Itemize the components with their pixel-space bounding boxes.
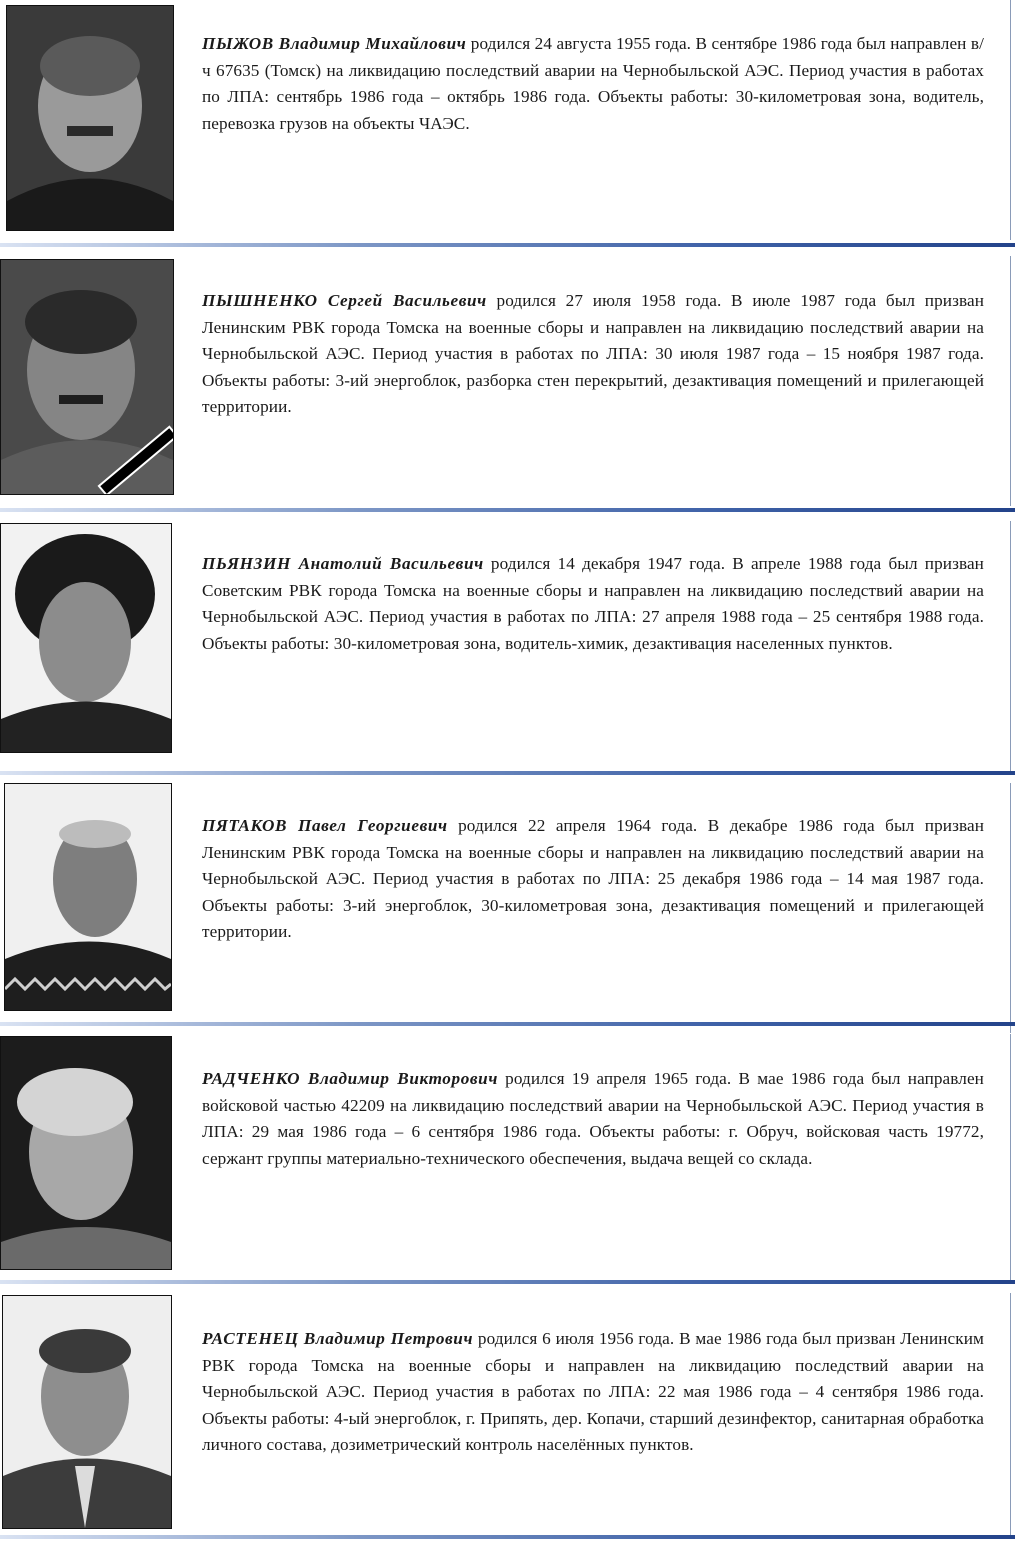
person-name: ПЫШНЕНКО Сергей Васильевич [202,291,487,310]
person-entry [0,521,1015,771]
person-photo [0,259,174,495]
person-photo [2,1295,172,1529]
person-entry [0,1034,1015,1284]
entry-separator [0,1280,1015,1284]
entry-separator [0,243,1015,247]
person-description: родился 6 июля 1956 года. В мае 1986 года был призван Ленинским РВК города Томска на военные сборы и направлен на ликвидацию последствий аварии на Чернобыльской АЭС. Период участия в работах по ЛПА: 22 мая 1986 года – 4 сентября 1986 года. Объекты работы: 4-ый энергоблок, г. Припять, дер. Копачи, старший дезинфектор, санитарная обработка личного состава, дозиметрический контроль населённых пунктов. [202,1329,984,1454]
person-description: родился 22 апреля 1964 года. В декабре 1986 года был призван Ленинским РВК города Томска на военные сборы и направлен на ликвидацию последствий аварии на Чернобыльской АЭС. Период участия в работах по ЛПА: 25 декабря 1986 года – 14 мая 1987 года. Объекты работы: 3-ий энергоблок, 30-километровая зона, дезактивация помещений и прилегающей территории. [202,816,984,941]
person-bio [202,551,984,657]
entry-frame [1010,521,1011,771]
person-name: РАДЧЕНКО Владимир Викторович [202,1069,498,1088]
person-description: родился 24 августа 1955 года. В сентябре 1986 года был направлен в/ч 67635 (Томск) на ликвидацию последствий аварии на Чернобыльской АЭС. Период участия в работах по ЛПА: сентябрь 1986 года – октябрь 1986 года. Объекты работы: 30-километровая зона, водитель, перевозка грузов на объекты ЧАЭС. [202,34,984,133]
person-name: ПЯТАКОВ Павел Георгиевич [202,816,448,835]
entry-frame [1010,1293,1011,1538]
person-entry [0,1293,1015,1538]
person-entry [0,256,1015,506]
person-entry [0,0,1015,240]
entry-separator [0,508,1015,512]
person-bio [202,1326,984,1459]
person-photo [6,5,174,231]
person-entry [0,783,1015,1033]
entry-frame [1010,1034,1011,1284]
person-description: родился 14 декабря 1947 года. В апреле 1988 года был призван Советским РВК города Томска на военные сборы и направлен на ликвидацию последствий аварии на Чернобыльской АЭС. Период участия в работах по ЛПА: 27 апреля 1988 года – 25 сентября 1988 года. Объекты работы: 30-километровая зона, водитель-химик, дезактивация населенных пунктов. [202,554,984,653]
person-name: РАСТЕНЕЦ Владимир Петрович [202,1329,474,1348]
entry-frame [1010,256,1011,506]
person-photo [0,523,172,753]
person-description: родился 27 июля 1958 года. В июле 1987 года был призван Ленинским РВК города Томска на военные сборы и направлен на ликвидацию последствий аварии на Чернобыльской АЭС. Период участия в работах по ЛПА: 30 июля 1987 года – 15 ноября 1987 года. Объекты работы: 3-ий энергоблок, разборка стен перекрытий, дезактивация помещений и прилегающей территории. [202,291,984,416]
person-name: ПЬЯНЗИН Анатолий Васильевич [202,554,484,573]
entry-separator [0,1022,1015,1026]
person-description: родился 19 апреля 1965 года. В мае 1986 года был направлен войсковой частью 42209 на ликвидацию последствий аварии на Чернобыльской АЭС. Период участия в ЛПА: 29 мая 1986 года – 6 сентября 1986 года. Объекты работы: г. Обруч, войсковая часть 19772, сержант группы материально-технического обеспечения, выдача вещей со склада. [202,1069,984,1168]
entry-frame [1010,783,1011,1033]
entry-frame [1010,0,1011,240]
person-name: ПЫЖОВ Владимир Михайлович [202,34,467,53]
person-bio [202,1066,984,1172]
person-photo [0,1036,172,1270]
entry-separator [0,1535,1015,1539]
person-bio [202,813,984,946]
entry-separator [0,771,1015,775]
person-bio [202,288,984,421]
person-bio [202,31,984,137]
person-photo [4,783,172,1011]
